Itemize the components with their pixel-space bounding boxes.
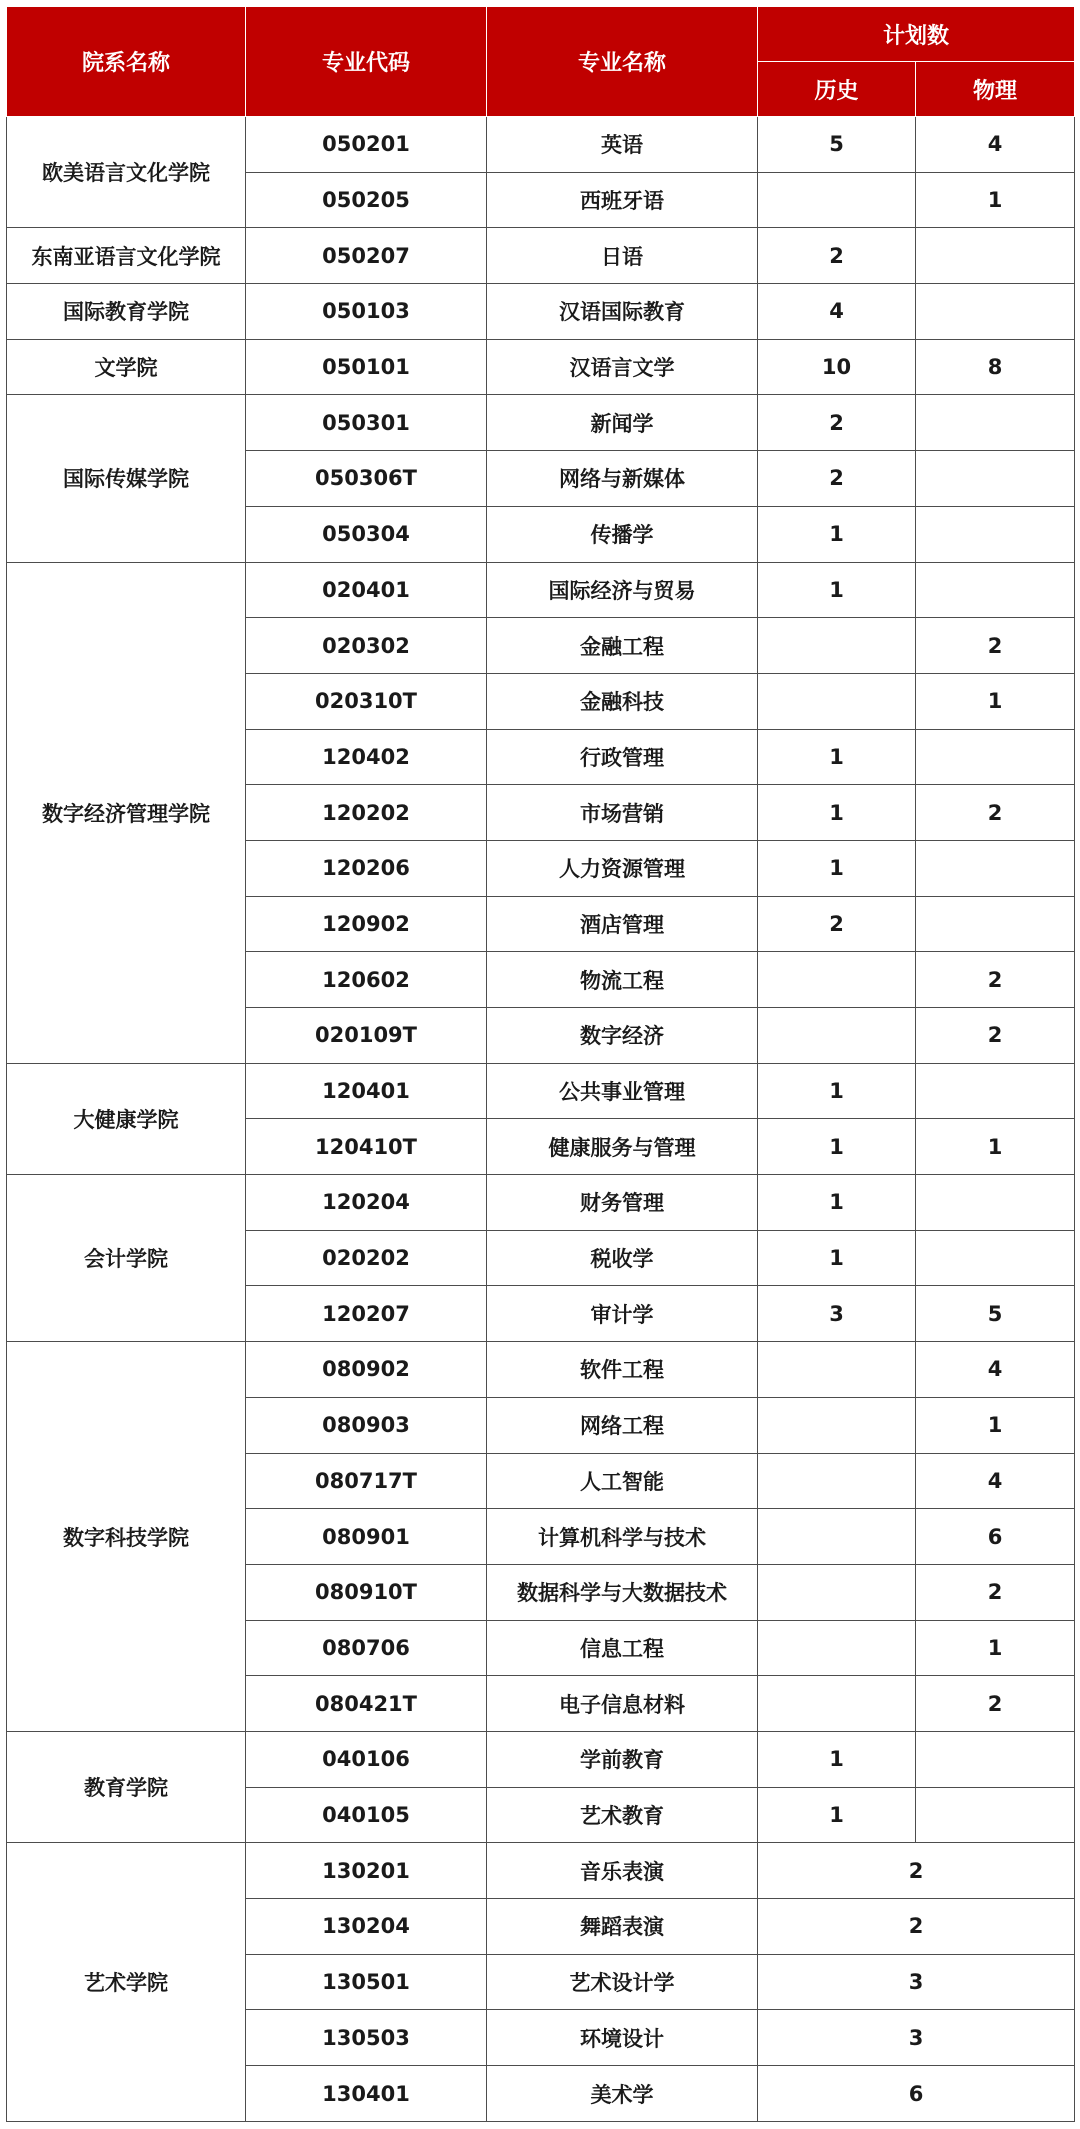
plan-combined-cell: 3 (758, 1954, 1075, 2010)
major-name-cell: 数字经济 (487, 1008, 758, 1064)
plan-history-cell (758, 1564, 916, 1620)
plan-history-cell: 1 (758, 562, 916, 618)
major-code-cell: 120602 (246, 952, 487, 1008)
plan-history-cell (758, 1397, 916, 1453)
plan-physics-cell (916, 228, 1075, 284)
plan-physics-cell (916, 451, 1075, 507)
major-name-cell: 汉语言文学 (487, 339, 758, 395)
plan-combined-cell: 6 (758, 2066, 1075, 2122)
major-code-cell: 120401 (246, 1063, 487, 1119)
table-row (7, 562, 1075, 618)
major-code-cell: 130201 (246, 1843, 487, 1899)
major-code-cell: 020109T (246, 1008, 487, 1064)
header-code: 专业代码 (246, 7, 487, 117)
plan-physics-cell (916, 1731, 1075, 1787)
plan-physics-cell: 8 (916, 339, 1075, 395)
major-code-cell: 050205 (246, 172, 487, 228)
major-name-cell: 网络与新媒体 (487, 451, 758, 507)
dept-name-cell: 数字经济管理学院 (7, 562, 246, 1063)
plan-history-cell (758, 1509, 916, 1565)
major-code-cell: 080901 (246, 1509, 487, 1565)
major-code-cell: 120402 (246, 729, 487, 785)
major-name-cell: 财务管理 (487, 1175, 758, 1231)
major-name-cell: 人工智能 (487, 1453, 758, 1509)
plan-physics-cell (916, 506, 1075, 562)
plan-physics-cell: 6 (916, 1509, 1075, 1565)
plan-physics-cell (916, 395, 1075, 451)
plan-history-cell: 2 (758, 451, 916, 507)
table-row (7, 339, 1075, 395)
table-row (7, 1063, 1075, 1119)
major-code-cell: 120206 (246, 840, 487, 896)
dept-name-cell: 国际传媒学院 (7, 395, 246, 562)
major-code-cell: 080902 (246, 1342, 487, 1398)
plan-history-cell: 1 (758, 840, 916, 896)
header-physics: 物理 (916, 62, 1075, 117)
plan-physics-cell (916, 1175, 1075, 1231)
major-name-cell: 艺术教育 (487, 1787, 758, 1843)
table-header (7, 7, 1075, 117)
table-row (7, 228, 1075, 284)
table-row (7, 117, 1075, 173)
major-name-cell: 汉语国际教育 (487, 284, 758, 340)
plan-history-cell (758, 1453, 916, 1509)
major-code-cell: 050304 (246, 506, 487, 562)
major-name-cell: 金融工程 (487, 618, 758, 674)
plan-history-cell: 1 (758, 1175, 916, 1231)
plan-physics-cell: 1 (916, 172, 1075, 228)
major-code-cell: 050207 (246, 228, 487, 284)
dept-name-cell: 数字科技学院 (7, 1342, 246, 1732)
major-code-cell: 020302 (246, 618, 487, 674)
dept-name-cell: 艺术学院 (7, 1843, 246, 2122)
plan-physics-cell: 4 (916, 117, 1075, 173)
plan-history-cell: 2 (758, 896, 916, 952)
plan-history-cell (758, 1008, 916, 1064)
plan-physics-cell (916, 1787, 1075, 1843)
major-code-cell: 080903 (246, 1397, 487, 1453)
plan-physics-cell: 2 (916, 1008, 1075, 1064)
table-body (7, 117, 1075, 2122)
major-name-cell: 新闻学 (487, 395, 758, 451)
major-code-cell: 130501 (246, 1954, 487, 2010)
plan-history-cell (758, 1620, 916, 1676)
header-dept: 院系名称 (7, 7, 246, 117)
major-name-cell: 税收学 (487, 1230, 758, 1286)
plan-physics-cell: 2 (916, 1676, 1075, 1732)
plan-physics-cell (916, 896, 1075, 952)
major-name-cell: 环境设计 (487, 2010, 758, 2066)
major-name-cell: 酒店管理 (487, 896, 758, 952)
major-name-cell: 英语 (487, 117, 758, 173)
major-name-cell: 信息工程 (487, 1620, 758, 1676)
plan-history-cell: 1 (758, 506, 916, 562)
major-code-cell: 020401 (246, 562, 487, 618)
major-code-cell: 050101 (246, 339, 487, 395)
major-code-cell: 130503 (246, 2010, 487, 2066)
major-name-cell: 电子信息材料 (487, 1676, 758, 1732)
major-code-cell: 040105 (246, 1787, 487, 1843)
plan-history-cell: 1 (758, 785, 916, 841)
major-name-cell: 音乐表演 (487, 1843, 758, 1899)
major-name-cell: 金融科技 (487, 673, 758, 729)
major-name-cell: 物流工程 (487, 952, 758, 1008)
major-code-cell: 040106 (246, 1731, 487, 1787)
header-name: 专业名称 (487, 7, 758, 117)
plan-history-cell: 1 (758, 1063, 916, 1119)
major-code-cell: 120202 (246, 785, 487, 841)
major-name-cell: 传播学 (487, 506, 758, 562)
major-name-cell: 审计学 (487, 1286, 758, 1342)
plan-history-cell (758, 618, 916, 674)
major-code-cell: 120204 (246, 1175, 487, 1231)
major-name-cell: 国际经济与贸易 (487, 562, 758, 618)
plan-physics-cell: 1 (916, 673, 1075, 729)
major-name-cell: 人力资源管理 (487, 840, 758, 896)
major-code-cell: 080421T (246, 1676, 487, 1732)
major-name-cell: 美术学 (487, 2066, 758, 2122)
plan-history-cell: 10 (758, 339, 916, 395)
table-row (7, 1731, 1075, 1787)
major-name-cell: 数据科学与大数据技术 (487, 1564, 758, 1620)
plan-physics-cell (916, 1063, 1075, 1119)
major-code-cell: 120207 (246, 1286, 487, 1342)
table-row (7, 1175, 1075, 1231)
plan-history-cell: 3 (758, 1286, 916, 1342)
plan-combined-cell: 3 (758, 2010, 1075, 2066)
major-code-cell: 050306T (246, 451, 487, 507)
header-history: 历史 (758, 62, 916, 117)
plan-physics-cell: 2 (916, 952, 1075, 1008)
plan-history-cell (758, 952, 916, 1008)
major-code-cell: 080910T (246, 1564, 487, 1620)
major-name-cell: 西班牙语 (487, 172, 758, 228)
major-name-cell: 学前教育 (487, 1731, 758, 1787)
dept-name-cell: 教育学院 (7, 1731, 246, 1842)
plan-physics-cell: 2 (916, 1564, 1075, 1620)
plan-physics-cell: 4 (916, 1453, 1075, 1509)
plan-physics-cell: 2 (916, 618, 1075, 674)
dept-name-cell: 会计学院 (7, 1175, 246, 1342)
major-code-cell: 120902 (246, 896, 487, 952)
major-code-cell: 050301 (246, 395, 487, 451)
major-name-cell: 舞蹈表演 (487, 1899, 758, 1955)
plan-history-cell (758, 172, 916, 228)
major-name-cell: 艺术设计学 (487, 1954, 758, 2010)
major-code-cell: 020310T (246, 673, 487, 729)
major-name-cell: 网络工程 (487, 1397, 758, 1453)
plan-history-cell: 1 (758, 1787, 916, 1843)
plan-physics-cell: 1 (916, 1397, 1075, 1453)
plan-history-cell: 2 (758, 395, 916, 451)
table-row (7, 284, 1075, 340)
plan-history-cell (758, 1676, 916, 1732)
plan-physics-cell (916, 1230, 1075, 1286)
plan-physics-cell: 1 (916, 1119, 1075, 1175)
plan-history-cell: 1 (758, 1230, 916, 1286)
plan-history-cell: 1 (758, 729, 916, 785)
dept-name-cell: 东南亚语言文化学院 (7, 228, 246, 284)
plan-history-cell: 1 (758, 1119, 916, 1175)
major-code-cell: 130401 (246, 2066, 487, 2122)
enrollment-plan-table (6, 6, 1075, 2122)
table-row (7, 1342, 1075, 1398)
major-code-cell: 120410T (246, 1119, 487, 1175)
major-name-cell: 计算机科学与技术 (487, 1509, 758, 1565)
plan-physics-cell (916, 562, 1075, 618)
major-code-cell: 050103 (246, 284, 487, 340)
major-name-cell: 软件工程 (487, 1342, 758, 1398)
dept-name-cell: 欧美语言文化学院 (7, 117, 246, 228)
plan-history-cell (758, 673, 916, 729)
major-code-cell: 130204 (246, 1899, 487, 1955)
plan-history-cell: 4 (758, 284, 916, 340)
major-name-cell: 行政管理 (487, 729, 758, 785)
plan-physics-cell: 2 (916, 785, 1075, 841)
table-row (7, 395, 1075, 451)
plan-physics-cell: 5 (916, 1286, 1075, 1342)
major-code-cell: 020202 (246, 1230, 487, 1286)
major-code-cell: 080706 (246, 1620, 487, 1676)
plan-physics-cell (916, 284, 1075, 340)
table-row (7, 1843, 1075, 1899)
major-code-cell: 050201 (246, 117, 487, 173)
plan-physics-cell: 1 (916, 1620, 1075, 1676)
major-name-cell: 日语 (487, 228, 758, 284)
plan-history-cell: 2 (758, 228, 916, 284)
dept-name-cell: 大健康学院 (7, 1063, 246, 1174)
plan-physics-cell: 4 (916, 1342, 1075, 1398)
plan-combined-cell: 2 (758, 1899, 1075, 1955)
plan-history-cell: 1 (758, 1731, 916, 1787)
dept-name-cell: 文学院 (7, 339, 246, 395)
plan-history-cell: 5 (758, 117, 916, 173)
plan-history-cell (758, 1342, 916, 1398)
plan-physics-cell (916, 840, 1075, 896)
major-name-cell: 公共事业管理 (487, 1063, 758, 1119)
plan-combined-cell: 2 (758, 1843, 1075, 1899)
major-name-cell: 市场营销 (487, 785, 758, 841)
dept-name-cell: 国际教育学院 (7, 284, 246, 340)
header-plan: 计划数 (758, 7, 1075, 62)
major-name-cell: 健康服务与管理 (487, 1119, 758, 1175)
major-code-cell: 080717T (246, 1453, 487, 1509)
plan-physics-cell (916, 729, 1075, 785)
